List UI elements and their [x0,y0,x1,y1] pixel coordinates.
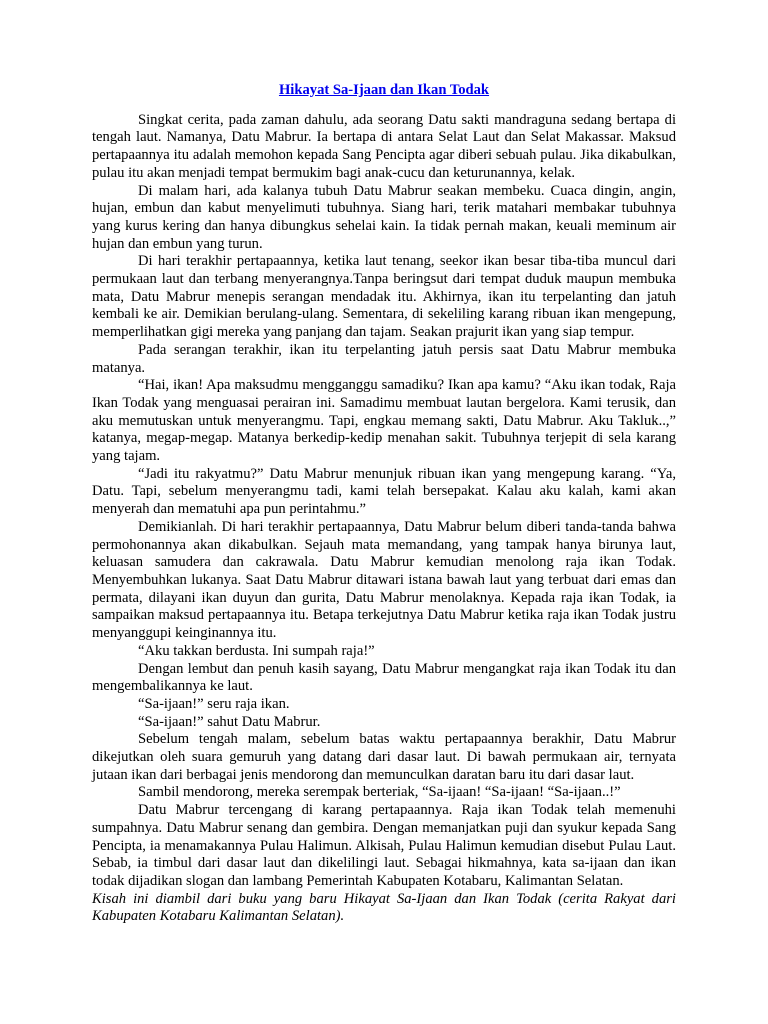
story-paragraph: “Jadi itu rakyatmu?” Datu Mabrur menunjuk ribuan ikan yang mengepung karang. “Ya, Datu. Tapi, sebelum menyerangmu tadi, kami telah bersepakat. Kalau aku kalah, kami akan menyerah dan mematuhi apa pun perintahmu.” [92,465,676,518]
story-paragraph: “Sa-ijaan!” seru raja ikan. [138,695,290,712]
document-page [92,82,676,926]
story-paragraph: Datu Mabrur tercengang di karang pertapaannya. Raja ikan Todak telah memenuhi sumpahnya. Datu Mabrur senang dan gembira. Dengan memanjatkan puji dan syukur kepada Sang Pencipta, ia menamakannya Pulau Halimun. Alkisah, Pulau Halimun kemudian disebut Pulau Laut. Sebab, ia timbul dari dasar laut dan dikelilingi laut. Sebagai hikmahnya, kata sa-ijaan dan ikan todak dijadikan slogan dan lambang Pemerintah Kabupaten Kotabaru, Kalimantan Selatan. [92,802,676,889]
source-credit: Kisah ini diambil dari buku yang baru Hikayat Sa-Ijaan dan Ikan Todak (cerita Rakyat dari Kabupaten Kotabaru Kalimantan Selatan). [92,890,676,925]
story-paragraph: Di malam hari, ada kalanya tubuh Datu Mabrur seakan membeku. Cuaca dingin, angin, hujan, embun dan kabut menyelimuti tubuhnya. Siang hari, terik matahari membakar tubuhnya yang kurus kering dan hanya dibungkus sehelai kain. Ia tidak pernah makan, keuali meminum air hujan dan embun yang turun. [92,182,676,252]
story-paragraph: “Sa-ijaan!” sahut Datu Mabrur. [138,713,321,730]
title-link[interactable]: Hikayat Sa-Ijaan dan Ikan Todak [278,82,490,98]
story-paragraph: Singkat cerita, pada zaman dahulu, ada seorang Datu sakti mandraguna sedang bertapa di tengah laut. Namanya, Datu Mabrur. Ia bertapa di antara Selat Laut dan Selat Makassar. Maksud pertapaannya itu adalah memohon kepada Sang Pencipta agar diberi sebuah pulau. Jika dikabulkan, pulau itu akan menjadi tempat bermukim bagi anak-cucu dan keturunannya, kelak. [92,111,676,181]
story-paragraph: “Hai, ikan! Apa maksudmu mengganggu samadiku? Ikan apa kamu? “Aku ikan todak, Raja Ikan Todak yang menguasai perairan ini. Samadimu membuat lautan bergelora. Kami terusik, dan aku memutuskan untuk menyerangmu. Tapi, engkau memang sakti, Datu Mabrur. Aku Takluk..,” katanya, megap-megap. Matanya berkedip-kedip menahan sakit. Tubuhnya terjepit di sela karang yang tajam. [92,377,676,465]
story-paragraph: Pada serangan terakhir, ikan itu terpelanting jatuh persis saat Datu Mabrur membuka matanya. [92,341,676,376]
story-paragraph: Demikianlah. Di hari terakhir pertapaannya, Datu Mabrur belum diberi tanda-tanda bahwa permohonannya akan dikabulkan. Sejauh mata memandang, yang tampak hanya birunya laut, keluasan samudera dan cakrawala. Datu Mabrur kemudian menolong raja ikan Todak. Menyembuhkan lukanya. Saat Datu Mabrur ditawari istana bawah laut yang terbuat dari emas dan permata, dilayani ikan duyun dan gurita, Datu Mabrur menolaknya. Kepada raja ikan Todak, ia sampaikan maksud pertapaannya itu. Betapa terkejutnya Datu Mabrur ketika raja ikan Todak justru menyanggupi keinginannya itu. [92,518,676,642]
page-title [92,82,676,100]
story-paragraph: Dengan lembut dan penuh kasih sayang, Datu Mabrur mengangkat raja ikan Todak itu dan mengembalikannya ke laut. [92,660,676,695]
story-paragraph: Sebelum tengah malam, sebelum batas waktu pertapaannya berakhir, Datu Mabrur dikejutkan oleh suara gemuruh yang datang dari dasar laut. Di bawah permukaan air, ternyata jutaan ikan dari berbagai jenis mendorong dan memunculkan daratan baru itu dari dasar laut. [92,731,676,783]
story-paragraph: Sambil mendorong, mereka serempak berteriak, “Sa-ijaan! “Sa-ijaan! “Sa-ijaan..!” [138,784,621,801]
story-paragraph: Di hari terakhir pertapaannya, ketika laut tenang, seekor ikan besar tiba-tiba muncul dari permukaan laut dan terbang menyerangnya.Tanpa beringsut dari tempat duduk maupun membuka mata, Datu Mabrur menepis serangan mendadak itu. Akhirnya, ikan itu terpelanting dan jatuh kembali ke air. Demikian berulang-ulang. Sementara, di sekeliling karang ribuan ikan mengepung, memperlihatkan gigi mereka yang panjang dan tajam. Seakan prajurit ikan yang siap tempur. [92,253,676,341]
story-paragraph: “Aku takkan berdusta. Ini sumpah raja!” [138,642,375,659]
